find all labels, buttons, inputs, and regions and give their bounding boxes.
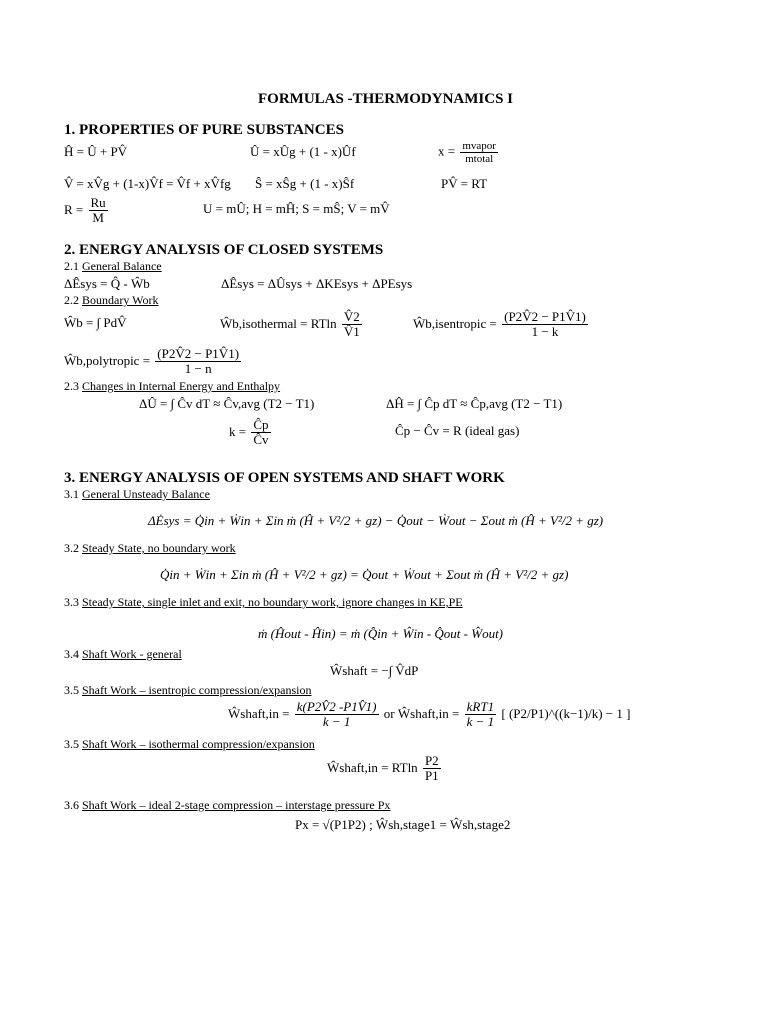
- eq-internal-energy-change: ΔÛ = ∫ Ĉv dT ≈ Ĉv,avg (T2 − T1): [139, 396, 315, 411]
- subsection-2-1: [64, 260, 162, 273]
- eq-gas-constant-lhs: R =: [64, 201, 84, 217]
- eq-gas-constant-den: M: [92, 210, 104, 226]
- eq-energy-balance: ΔÊsys = Q̂ - Ŵb: [64, 276, 150, 291]
- eq-extensive: U = mÛ; H = mĤ; S = mŜ; V = mV̂: [203, 201, 390, 216]
- eq-quality-x-lhs: x =: [438, 143, 456, 159]
- eq-polytropic-work-num: (P2V̂2 − P1V̂1): [157, 346, 240, 361]
- subsection-3-2-label: Steady State, no boundary work: [82, 541, 236, 555]
- subsection-3-5b: [64, 738, 315, 751]
- eq-boundary-work: Ŵb = ∫ PdV̂: [64, 315, 127, 330]
- eq-isentropic-shaft-work-den: k − 1: [322, 714, 351, 730]
- subsection-3-5a: [64, 684, 311, 697]
- eq-isothermal-work-num: V̂2: [343, 309, 360, 324]
- subsection-3-6-label: Shaft Work – ideal 2-stage compression – interstage pressure Px: [82, 798, 391, 812]
- subsection-2-2-number: 2.2: [64, 293, 79, 307]
- section-1-heading: 1. PROPERTIES OF PURE SUBSTANCES: [64, 122, 344, 138]
- eq-quality-x: [438, 140, 500, 165]
- section-3-heading: 3. ENERGY ANALYSIS OF OPEN SYSTEMS AND SHAFT WORK: [64, 470, 505, 486]
- subsection-3-1: [64, 488, 210, 501]
- eq-isentropic-shaft-work-or: or: [383, 705, 395, 721]
- eq-gas-constant: [64, 196, 110, 226]
- subsection-3-1-label: General Unsteady Balance: [82, 487, 210, 501]
- eq-isothermal-shaft-work: [327, 754, 443, 784]
- subsection-2-3-label: Changes in Internal Energy and Enthalpy: [82, 379, 281, 393]
- subsection-3-4: [64, 648, 182, 661]
- eq-steady-balance: Q̇in + Ẇin + Σin ṁ (Ĥ + V²/2 + gz) = Q̇out + Ẇout + Σout ṁ (Ĥ + V²/2 + gz): [160, 567, 569, 582]
- subsection-2-1-label: General Balance: [82, 259, 162, 273]
- subsection-3-5a-label: Shaft Work – isentropic compression/expansion: [82, 683, 312, 697]
- eq-isentropic-shaft-work-lhs: Ŵshaft,in =: [228, 705, 290, 721]
- eq-isothermal-work-lhs: Ŵb,isothermal = RTln: [220, 315, 337, 331]
- eq-enthalpy: Ĥ = Û + PV̂: [64, 144, 128, 159]
- eq-isentropic-work-num: (P2V̂2 − P1V̂1): [504, 309, 586, 324]
- eq-v-quality: V̂ = xV̂g + (1-x)V̂f = V̂f + xV̂fg: [64, 176, 231, 191]
- eq-heat-capacity-ratio: [229, 418, 273, 448]
- section-2-heading: 2. ENERGY ANALYSIS OF CLOSED SYSTEMS: [64, 242, 384, 258]
- eq-interstage-pressure: Px = √(P1P2) ; Ŵsh,stage1 = Ŵsh,stage2: [295, 817, 511, 832]
- subsection-2-2: [64, 294, 158, 307]
- subsection-3-5b-label: Shaft Work – isothermal compression/expansion: [82, 737, 315, 751]
- subsection-3-5a-number: 3.5: [64, 683, 79, 697]
- eq-heat-capacity-ratio-num: Ĉp: [253, 417, 269, 432]
- eq-cp-cv-relation-main: Ĉp − Ĉv = R: [395, 423, 462, 438]
- eq-isentropic-shaft-work: [228, 700, 630, 730]
- subsection-3-4-number: 3.4: [64, 647, 79, 661]
- subsection-2-1-number: 2.1: [64, 259, 79, 273]
- subsection-3-3: [64, 596, 463, 609]
- subsection-2-3-number: 2.3: [64, 379, 79, 393]
- eq-unsteady-balance: ΔĖsys = Q̇in + Ẇin + Σin ṁ (Ĥ + V²/2 + gz) − Q̇out − Ẇout − Σout ṁ (Ĥ + V²/2 + gz): [148, 513, 604, 528]
- subsection-3-1-number: 3.1: [64, 487, 79, 501]
- eq-isentropic-work-den: 1 − k: [531, 324, 559, 340]
- eq-isothermal-shaft-work-num: P2: [424, 753, 439, 768]
- subsection-3-3-label: Steady State, single inlet and exit, no boundary work, ignore changes in KE,PE: [82, 595, 463, 609]
- eq-single-stream: ṁ (Ĥout - Ĥin) = ṁ (Q̂in + Ŵin - Q̂out - Ŵout): [258, 626, 504, 641]
- eq-shaft-work: Ŵshaft = −∫ V̂dP: [330, 663, 419, 678]
- eq-isentropic-shaft-work-num: k(P2V̂2 -P1V̂1): [296, 699, 377, 714]
- eq-cp-cv-relation: [395, 424, 519, 438]
- eq-quality-x-den: mtotal: [465, 153, 494, 166]
- eq-enthalpy-change: ΔĤ = ∫ Ĉp dT ≈ Ĉp,avg (T2 − T1): [386, 396, 563, 411]
- subsection-3-5b-number: 3.5: [64, 737, 79, 751]
- eq-isothermal-work: [220, 310, 364, 340]
- eq-s-quality: Ŝ = xŜg + (1 - x)Ŝf: [255, 176, 355, 191]
- eq-gas-constant-num: Ru: [90, 195, 106, 210]
- eq-u-quality: Û = xÛg + (1 - x)Ûf: [250, 144, 356, 159]
- eq-isothermal-shaft-work-lhs: Ŵshaft,in = RTln: [327, 759, 418, 775]
- eq-cp-cv-relation-note: (ideal gas): [464, 423, 520, 438]
- eq-isothermal-work-den: V̂1: [343, 324, 360, 340]
- eq-polytropic-work-den: 1 − n: [184, 361, 212, 377]
- eq-energy-components: ΔÊsys = ΔÛsys + ΔKEsys + ΔPEsys: [221, 276, 413, 291]
- subsection-3-4-label: Shaft Work - general: [82, 647, 182, 661]
- page-title: FORMULAS -THERMODYNAMICS I: [258, 91, 513, 107]
- eq-heat-capacity-ratio-den: Ĉv: [253, 432, 269, 448]
- subsection-2-3: [64, 380, 280, 393]
- eq-heat-capacity-ratio-lhs: k =: [229, 423, 247, 439]
- eq-isentropic-shaft-work-alt-den: k − 1: [466, 714, 495, 730]
- subsection-2-2-label: Boundary Work: [82, 293, 159, 307]
- eq-isentropic-shaft-work-alt-num: kRT1: [466, 699, 495, 714]
- subsection-3-3-number: 3.3: [64, 595, 79, 609]
- subsection-3-6: [64, 799, 390, 812]
- subsection-3-6-number: 3.6: [64, 798, 79, 812]
- eq-isothermal-shaft-work-den: P1: [424, 768, 439, 784]
- eq-isentropic-work-lhs: Ŵb,isentropic =: [413, 315, 497, 331]
- eq-polytropic-work-lhs: Ŵb,polytropic =: [64, 352, 151, 368]
- eq-polytropic-work: [64, 347, 243, 377]
- eq-isentropic-shaft-work-alt-tail: [ (P2/P1)^((k−1)/k) − 1 ]: [501, 705, 631, 721]
- eq-ideal-gas: PV̂ = RT: [441, 176, 488, 191]
- eq-quality-x-num: mvapor: [462, 140, 496, 152]
- subsection-3-2-number: 3.2: [64, 541, 79, 555]
- subsection-3-2: [64, 542, 236, 555]
- eq-isentropic-shaft-work-alt-lhs: Ŵshaft,in =: [397, 705, 460, 721]
- eq-isentropic-work: [413, 310, 590, 340]
